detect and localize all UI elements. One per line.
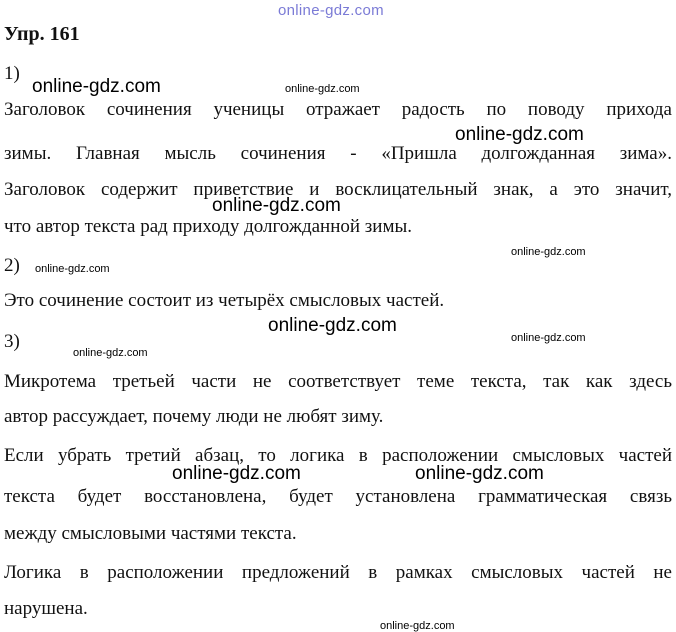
section-1-marker: 1) — [4, 63, 20, 84]
section-3-line-6: Логика в расположении предложений в рамках смысловых частей не — [4, 562, 672, 583]
watermark: online-gdz.com — [455, 124, 584, 145]
watermark: online-gdz.com — [172, 463, 301, 484]
watermark: online-gdz.com — [285, 83, 360, 95]
watermark: online-gdz.com — [511, 332, 586, 344]
watermark: online-gdz.com — [380, 620, 455, 632]
section-3-line-7: нарушена. — [4, 598, 88, 619]
section-1-line-2: зимы. Главная мысль сочинения - «Пришла долгожданная зима». — [4, 143, 672, 164]
section-3-line-5: между смысловыми частями текста. — [4, 523, 297, 544]
exercise-title: Упр. 161 — [4, 23, 80, 45]
section-3-line-4: текста будет восстановлена, будет установлена грамматическая связь — [4, 486, 672, 507]
section-1-line-1: Заголовок сочинения ученицы отражает радость по поводу прихода — [4, 99, 672, 120]
section-3-line-1: Микротема третьей части не соответствует теме текста, так как здесь — [4, 371, 672, 392]
watermark: online-gdz.com — [212, 195, 341, 216]
section-1-line-3: Заголовок содержит приветствие и восклицательный знак, а это значит, — [4, 179, 672, 200]
section-2-marker: 2) — [4, 255, 20, 276]
watermark: online-gdz.com — [32, 76, 161, 97]
watermark: online-gdz.com — [73, 347, 148, 359]
section-3-line-3: Если убрать третий абзац, то логика в расположении смысловых частей — [4, 445, 672, 466]
watermark: online-gdz.com — [511, 246, 586, 258]
header-watermark: online-gdz.com — [278, 2, 384, 19]
watermark: online-gdz.com — [35, 263, 110, 275]
section-2-line-1: Это сочинение состоит из четырёх смысловых частей. — [4, 290, 445, 311]
section-3-marker: 3) — [4, 331, 20, 352]
watermark: online-gdz.com — [415, 463, 544, 484]
watermark: online-gdz.com — [268, 315, 397, 336]
section-3-line-2: автор рассуждает, почему люди не любят зиму. — [4, 406, 384, 427]
section-1-line-4: что автор текста рад приходу долгожданной зимы. — [4, 216, 413, 237]
